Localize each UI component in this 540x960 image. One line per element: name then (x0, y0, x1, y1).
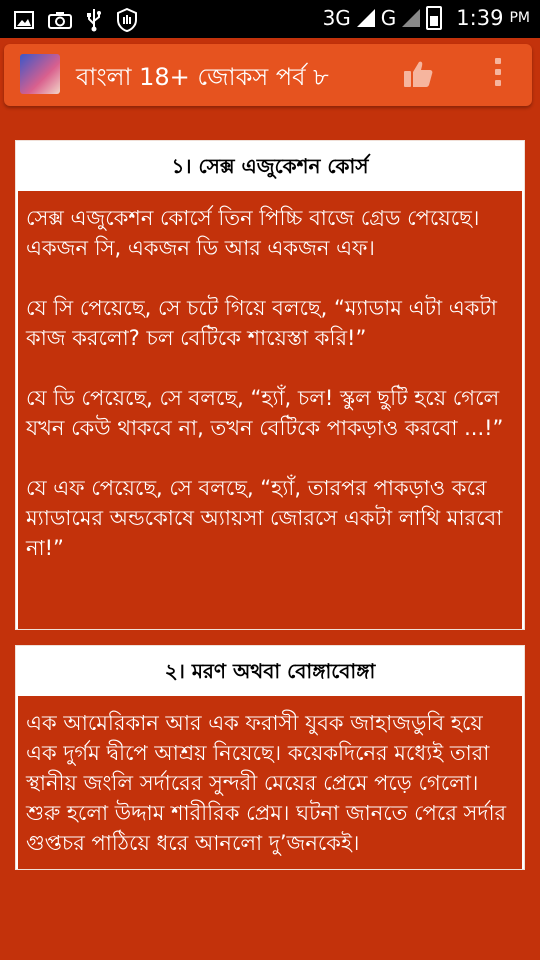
joke-body (18, 696, 522, 870)
thumbs-up-icon[interactable] (402, 58, 434, 90)
joke-title: ১। সেক্স এজুকেশন কোর্স (171, 154, 369, 178)
signal-icon (357, 9, 375, 27)
joke-title: ২। মরণ অথবা বোঙ্গাবোঙ্গা (164, 659, 376, 683)
network-type-primary: 3G (322, 6, 351, 30)
shield-hand-icon (116, 8, 138, 32)
camera-icon (48, 11, 72, 29)
joke-card (15, 140, 525, 630)
clock-ampm: PM (509, 10, 530, 26)
joke-body (18, 191, 522, 629)
overflow-menu-icon[interactable] (492, 58, 504, 92)
system-status (323, 6, 530, 30)
joke-paragraph: যে এফ পেয়েছে, সে বলছে, “হ্যাঁ, তারপর পাকড়াও করে ম্যাডামের অন্ডকোষে অ্যায়সা জোরসে একটা লাথি মারবো না!” (26, 476, 503, 560)
joke-paragraph: সেক্স এজুকেশন কোর্সে তিন পিচ্চি বাজে গ্রেড পেয়েছে। একজন সি, একজন ডি আর একজন এফ। (26, 206, 480, 260)
signal-weak-icon (402, 9, 420, 27)
battery-charging-icon (426, 6, 442, 30)
joke-card (15, 645, 525, 870)
image-icon (14, 11, 34, 29)
clock: 1:39 (456, 6, 504, 30)
joke-paragraph: যে সি পেয়েছে, সে চটে গিয়ে বলছে, “ম্যাডাম এটা একটা কাজ করলো? চল বেটিকে শায়েস্তা করি!” (26, 296, 497, 350)
page-title: বাংলা 18+ জোকস পর্ব ৮ (76, 63, 329, 91)
network-type-secondary: G (380, 6, 397, 30)
joke-paragraph: যে ডি পেয়েছে, সে বলছে, “হ্যাঁ, চল! স্কুল ছুটি হয়ে গেলে যখন কেউ থাকবে না, তখন বেটিকে পাকড়াও করবো ...!” (26, 386, 504, 440)
notification-icons (14, 8, 138, 32)
joke-paragraph: এক আমেরিকান আর এক ফরাসী যুবক জাহাজডুবি হয়ে এক দুর্গম দ্বীপে আশ্রয় নিয়েছে। কয়েকদিনের মধ্যেই তারা স্থানীয় জংলি সর্দারের সুন্দরী মেয়ের প্রেমে পড়ে গেলো। শুরু হলো উদ্দাম শারীরিক প্রেম। ঘটনা জানতে পেরে সর্দার গুপ্তচর পাঠিয়ে ধরে আনলো দু’জনকেই। (26, 711, 507, 855)
status-bar (0, 0, 540, 38)
app-bar (4, 44, 532, 106)
app-logo-icon[interactable] (20, 54, 60, 94)
usb-icon (86, 8, 102, 32)
